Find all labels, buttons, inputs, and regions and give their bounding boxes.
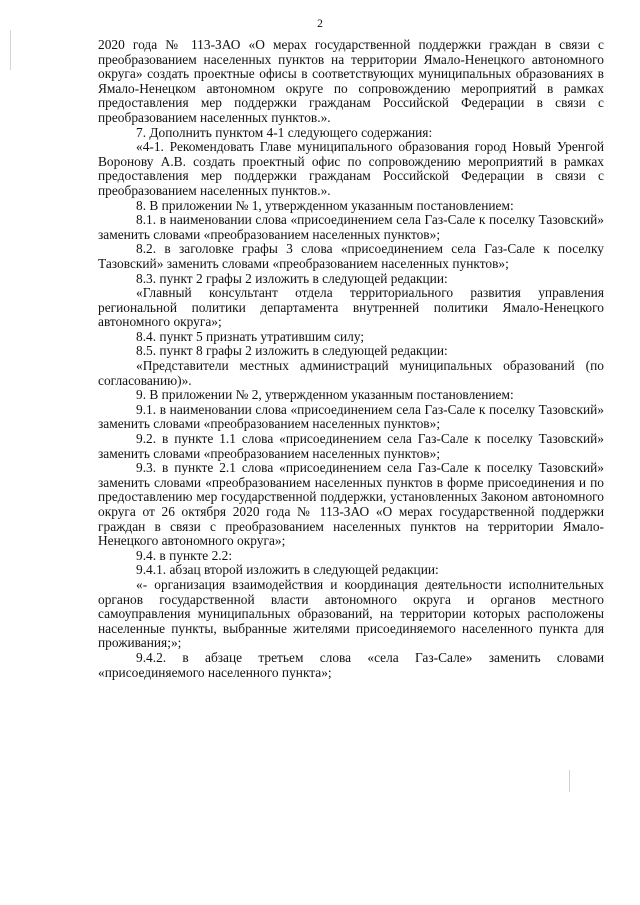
paragraph-19: 9.4.2. в абзаце третьем слова «села Газ-Сале» заменить словами «присоединяемого населенного пункта»; [98, 649, 604, 680]
paragraph-3: «4-1. Рекомендовать Главе муниципального образования город Новый Уренгой Воронову А.В. создать проектный офис по сопровождению мероприятий в рамках предоставления мер поддержки гражданам Российской Федерации в связи с преобразованием населенных пунктов.». [98, 139, 604, 198]
scan-artifact-right [569, 770, 570, 792]
document-body [98, 38, 604, 680]
paragraph-13: 9.1. в наименовании слова «присоединением села Газ-Сале к поселку Тазовский» заменить словами «преобразованием населенных пунктов»; [98, 401, 604, 432]
paragraph-14: 9.2. в пункте 1.1 слова «присоединением села Газ-Сале к поселку Тазовский» заменить словами «преобразованием населенных пунктов»; [98, 431, 604, 461]
paragraph-11: «Представители местных администраций муниципальных образований (по согласованию)». [98, 358, 604, 388]
paragraph-8: «Главный консультант отдела территориального развития управления региональной политики департамента внутренней политики Ямало-Ненецкого автономного округа»; [98, 285, 604, 330]
paragraph-5: 8.1. в наименовании слова «присоединением села Газ-Сале к поселку Тазовский» заменить словами «преобразованием населенных пунктов»; [98, 212, 604, 242]
paragraph-17: 9.4.1. абзац второй изложить в следующей редакции: [136, 562, 439, 578]
paragraph-9: 8.4. пункт 5 признать утратившим силу; [136, 328, 365, 344]
page-number: 2 [317, 18, 323, 30]
paragraph-7: 8.3. пункт 2 графы 2 изложить в следующей редакции: [136, 270, 448, 286]
paragraph-6: 8.2. в заголовке графы 3 слова «присоединением села Газ-Сале к поселку Тазовский» заменить словами «преобразованием населенных пунктов»; [98, 241, 604, 271]
paragraph-16: 9.4. в пункте 2.2: [136, 547, 233, 563]
paragraph-2: 7. Дополнить пунктом 4-1 следующего содержания: [136, 124, 433, 140]
paragraph-15: 9.3. в пункте 2.1 слова «присоединением села Газ-Сале к поселку Тазовский» заменить словами «преобразованием населенных пунктов в форме присоединения и по предоставлению мер государственной поддержки, установленных Законом автономного округа от 26 октября 2020 года № 113-ЗАО «О мерах государственной поддержки граждан в связи с преобразованием населенных пунктов на территории Ямало-Ненецкого автономного округа»; [98, 460, 604, 549]
scan-artifact-left [10, 30, 11, 70]
paragraph-12: 9. В приложении № 2, утвержденном указанным постановлением: [136, 387, 514, 403]
paragraph-4: 8. В приложении № 1, утвержденном указанным постановлением: [136, 197, 514, 213]
paragraph-10: 8.5. пункт 8 графы 2 изложить в следующей редакции: [136, 343, 448, 359]
paragraph-18: «- организация взаимодействия и координация деятельности исполнительных органов государственной власти автономного округа и органов местного самоуправления муниципальных образований, на территории которых расположены населенные пункты, выбранные жителями присоединяемого населенного пункта для проживания;»; [98, 576, 604, 651]
paragraph-1: 2020 года № 113-ЗАО «О мерах государственной поддержки граждан в связи с преобразованием населенных пунктов на территории Ямало-Ненецкого автономного округа» создать проектные офисы в соответствующих муниципальных образованиях в Ямало-Ненецком автономном округе по сопровождению мероприятий в рамках предоставления мер поддержки гражданам Российской Федерации в связи с преобразованием населенных пунктов.». [98, 37, 604, 125]
